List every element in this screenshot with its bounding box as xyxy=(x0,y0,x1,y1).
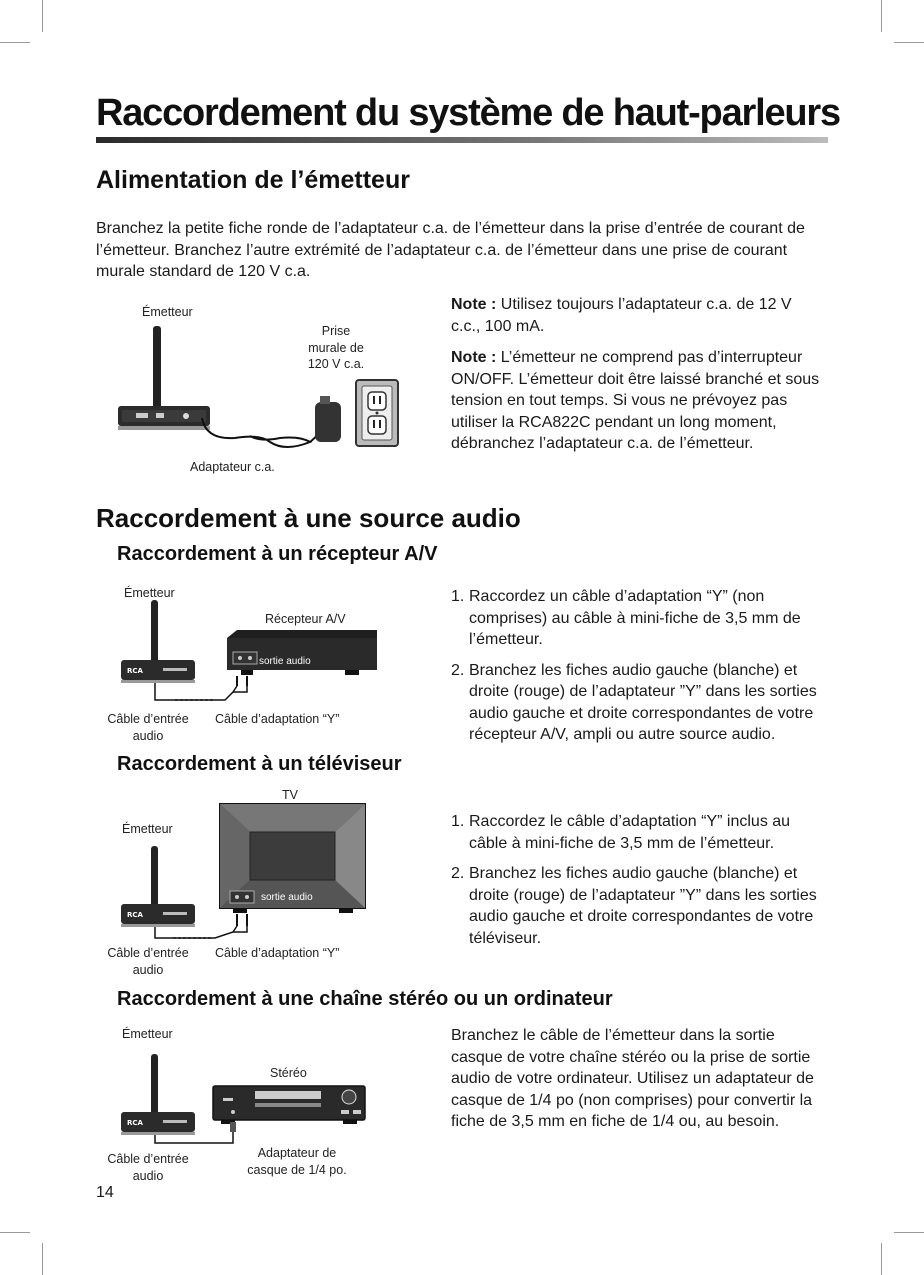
tv-y-cable: Câble d’adaptation “Y” xyxy=(215,946,340,960)
receiver-steps xyxy=(451,586,829,755)
stereo-adapter-1: Adaptateur de xyxy=(257,1146,337,1160)
receiver-input-cable-2: audio xyxy=(132,729,164,743)
step-number: 1. xyxy=(451,813,465,830)
stereo-diagram xyxy=(115,1040,375,1150)
ac-adapter-icon xyxy=(315,402,341,442)
title-rule xyxy=(96,137,828,143)
note-2 xyxy=(451,347,827,455)
tv-input-cable-2: audio xyxy=(132,963,164,977)
headphone-adapter-icon xyxy=(230,1122,236,1132)
outlet-label-3: 120 V c.a. xyxy=(307,357,365,371)
receiver-label: Récepteur A/V xyxy=(265,612,346,626)
crop-mark xyxy=(881,1243,882,1275)
receiver-audio-out-label: sortie audio xyxy=(259,656,311,667)
stereo-adapter-2: casque de 1/4 po. xyxy=(247,1163,347,1177)
tv-diagram xyxy=(115,804,375,944)
brand-logo: RCA xyxy=(127,1119,143,1127)
audio-source-heading: Raccordement à une source audio xyxy=(96,503,521,533)
brand-logo: RCA xyxy=(127,667,143,675)
crop-mark xyxy=(42,0,43,32)
note-2-label: Note : xyxy=(451,349,497,366)
crop-mark xyxy=(0,1232,30,1233)
audio-cable xyxy=(155,926,237,938)
antenna-icon xyxy=(151,846,158,912)
receiver-input-cable-1: Câble d’entrée xyxy=(107,712,189,726)
crop-mark xyxy=(42,1243,43,1275)
receiver-emitter-label: Émetteur xyxy=(124,586,175,600)
power-emitter-label: Émetteur xyxy=(142,305,193,319)
outlet-label-1: Prise xyxy=(321,324,351,338)
tv-audio-out-label: sortie audio xyxy=(261,892,313,903)
power-heading: Alimentation de l’émetteur xyxy=(96,166,410,194)
stereo-input-cable-2: audio xyxy=(132,1169,164,1183)
receiver-diagram xyxy=(115,600,385,710)
stereo-label: Stéréo xyxy=(270,1066,307,1080)
step-text: Raccordez un câble d’adaptation “Y” (non comprises) au câble à mini-fiche de 3,5 mm de l’émetteur. xyxy=(469,588,801,648)
list-item xyxy=(451,863,831,949)
tv-input-cable-1: Câble d’entrée xyxy=(107,946,189,960)
stereo-emitter-label: Émetteur xyxy=(122,1027,173,1041)
page-number: 14 xyxy=(96,1184,114,1201)
step-number: 2. xyxy=(451,661,465,679)
power-cable xyxy=(202,418,310,447)
step-text: Branchez les fiches audio gauche (blanche) et droite (rouge) de l’adaptateur ”Y” dans les sorties audio gauche et droite correspondantes de votre téléviseur. xyxy=(469,865,817,947)
step-number: 1. xyxy=(451,588,465,605)
list-item xyxy=(451,586,829,651)
stereo-paragraph: Branchez le câble de l’émetteur dans la sortie casque de votre chaîne stéréo ou la prise de sortie audio de votre ordinateur. Utilisez un adaptateur de casque de 1/4 po (non comprises) pour convertir la fiche de 3,5 mm en fiche de 1/4 ou, au besoin. xyxy=(451,1027,814,1130)
step-text: Branchez les fiches audio gauche (blanche) et droite (rouge) de l’adaptateur ”Y” dans les sorties audio gauche et droite correspondantes de votre récepteur A/V, ampli ou autre source audio. xyxy=(469,661,817,743)
list-item xyxy=(451,660,829,746)
crop-mark xyxy=(881,0,882,32)
crop-mark xyxy=(894,42,924,43)
step-text: Raccordez le câble d’adaptation “Y” inclus au câble à mini-fiche de 3,5 mm de l’émetteur. xyxy=(469,813,791,852)
antenna-icon xyxy=(153,326,161,410)
tv-emitter-label: Émetteur xyxy=(122,822,173,836)
receiver-heading: Raccordement à un récepteur A/V xyxy=(117,543,438,565)
brand-logo: RCA xyxy=(127,911,143,919)
note-1-text: Utilisez toujours l’adaptateur c.a. de 12 V c.c., 100 mA. xyxy=(451,296,792,335)
power-diagram xyxy=(110,310,410,460)
note-1-label: Note : xyxy=(451,296,497,313)
tv-label: TV xyxy=(282,788,298,802)
stereo-heading: Raccordement à une chaîne stéréo ou un ordinateur xyxy=(117,988,613,1010)
tv-heading: Raccordement à un téléviseur xyxy=(117,753,402,775)
stereo-input-cable-1: Câble d’entrée xyxy=(107,1152,189,1166)
outlet-label-2: murale de xyxy=(308,341,364,355)
note-1 xyxy=(451,294,811,337)
antenna-icon xyxy=(151,1054,158,1118)
crop-mark xyxy=(894,1232,924,1233)
crop-mark xyxy=(0,42,30,43)
power-adapter-label: Adaptateur c.a. xyxy=(190,460,275,474)
audio-cable xyxy=(155,683,237,700)
antenna-icon xyxy=(151,600,158,664)
power-paragraph: Branchez la petite fiche ronde de l’adaptateur c.a. de l’émetteur dans la prise d’entrée de courant de l’émetteur. Branchez l’autre extrémité de l’adaptateur c.a. de l’émetteur dans une prise de courant murale standard de 120 V c.a. xyxy=(96,220,805,280)
page-title: Raccordement du système de haut-parleurs xyxy=(96,92,840,134)
list-item xyxy=(451,811,831,854)
note-2-text: L’émetteur ne comprend pas d’interrupteur ON/OFF. L’émetteur doit être laissé branché et sous tension en tout temps. Si vous ne prévoyez pas utiliser la RCA822C pendant un long moment, débranchez l’adaptateur c.a. de l’émetteur. xyxy=(451,349,820,452)
tv-steps xyxy=(451,811,831,958)
step-number: 2. xyxy=(451,865,465,882)
receiver-y-cable: Câble d’adaptation “Y” xyxy=(215,712,340,726)
